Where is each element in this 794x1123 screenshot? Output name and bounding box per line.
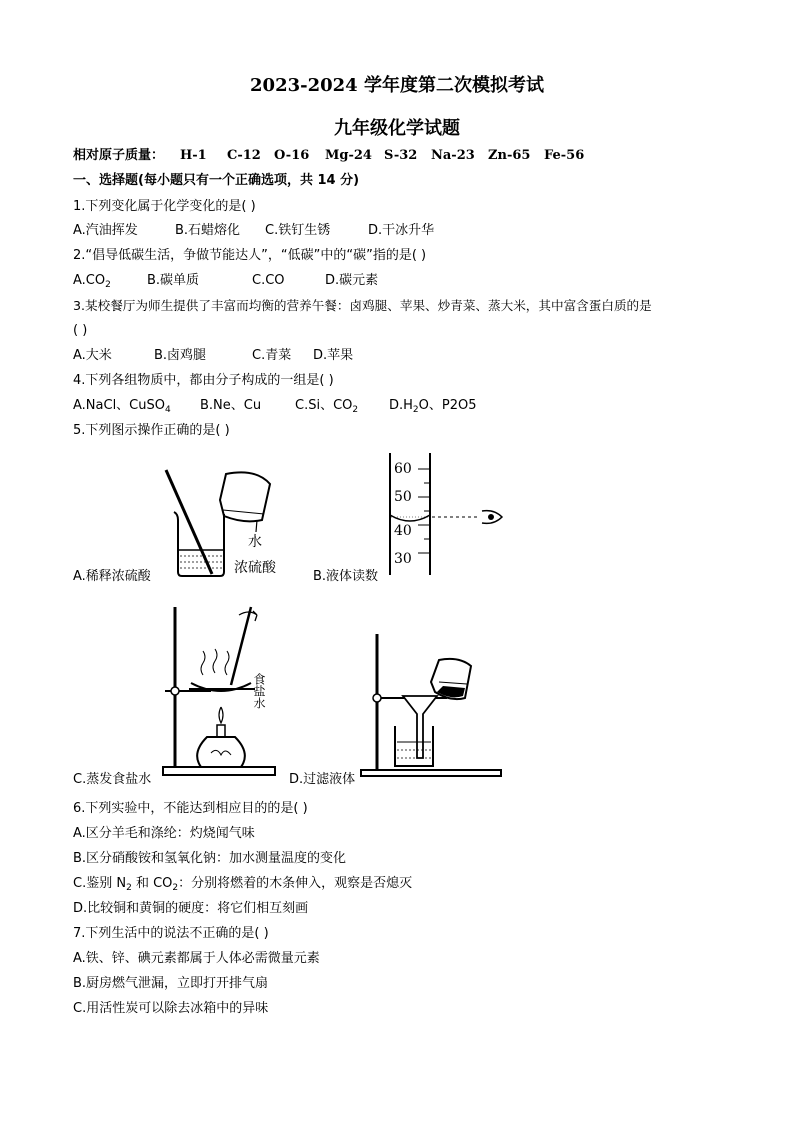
atomic-mass-na: Na-23 xyxy=(431,148,475,163)
q6-stem: 6.下列实验中，不能达到相应目的的是( ) xyxy=(73,801,308,816)
atomic-mass-label: 相对原子质量： xyxy=(73,148,165,163)
figure-filtration xyxy=(355,630,505,780)
q4-option-c: C.Si、$CO_2$ xyxy=(295,398,359,415)
q4-stem: 4.下列各组物质中，都由分子构成的一组是( ) xyxy=(73,373,334,388)
q1-option-c: C.铁钉生锈 xyxy=(265,223,331,238)
atomic-mass-fe: Fe-56 xyxy=(544,148,585,163)
q1-option-b: B.石蜡熔化 xyxy=(175,223,241,238)
q6-option-c: C.鉴别 $N_2$ 和 $CO_2$：分别将燃着的木条伸入，观察是否熄灭 xyxy=(73,876,413,893)
figure-evaporate-salt-water xyxy=(155,603,285,783)
q2-option-a: $A.CO_2$ xyxy=(73,273,111,290)
atomic-mass-h: H-1 xyxy=(180,148,207,163)
q3-option-c: C.青菜 xyxy=(252,348,292,363)
q5-stem: 5.下列图示操作正确的是( ) xyxy=(73,423,230,438)
section-heading: 一、选择题(每小题只有一个正确选项，共 14 分) xyxy=(73,173,360,188)
q3-option-d: D.苹果 xyxy=(313,348,354,363)
q3-stem-line2: ( ) xyxy=(73,323,88,338)
q5-option-b: B.液体读数 xyxy=(313,569,379,584)
q3-stem-line1: 3.某校餐厅为师生提供了丰富而均衡的营养午餐：卤鸡腿、苹果、炒青菜、蒸大米，其中富含蛋白质的是 xyxy=(73,298,652,313)
atomic-mass-c: C-12 xyxy=(227,148,261,163)
figure-a-water-label: 水 xyxy=(248,534,262,550)
cylinder-mark-40: 40 xyxy=(394,523,412,539)
atomic-mass-s: S-32 xyxy=(384,148,418,163)
cylinder-mark-60: 60 xyxy=(394,461,412,477)
cylinder-mark-50: 50 xyxy=(394,489,412,505)
q7-option-c: C.用活性炭可以除去冰箱中的异味 xyxy=(73,1001,269,1016)
q5-option-d: D.过滤液体 xyxy=(289,772,356,787)
q7-stem: 7.下列生活中的说法不正确的是( ) xyxy=(73,926,269,941)
atomic-mass-mg: Mg-24 xyxy=(325,148,372,163)
q7-option-a: A.铁、锌、碘元素都属于人体必需微量元素 xyxy=(73,951,320,966)
q7-option-b: B.厨房燃气泄漏，立即打开排气扇 xyxy=(73,976,269,991)
figure-graduated-cylinder xyxy=(360,453,520,578)
atomic-mass-zn: Zn-65 xyxy=(488,148,531,163)
atomic-mass-o: O-16 xyxy=(274,148,310,163)
q4-option-a: A.NaCl、CuSO$_4$ xyxy=(73,398,171,415)
q5-option-a: A.稀释浓硫酸 xyxy=(73,569,151,584)
q2-option-c: C.CO xyxy=(252,273,285,288)
q2-stem: 2.“倡导低碳生活，争做节能达人”，“低碳”中的“碳”指的是( ) xyxy=(73,248,427,263)
figure-a-acid-label: 浓硫酸 xyxy=(234,560,276,576)
q6-option-d: D.比较铜和黄铜的硬度：将它们相互刻画 xyxy=(73,901,309,916)
q3-option-a: A.大米 xyxy=(73,348,112,363)
q5-option-c: C.蒸发食盐水 xyxy=(73,772,152,787)
exam-subtitle: 九年级化学试题 xyxy=(334,118,460,139)
q3-option-b: B.卤鸡腿 xyxy=(154,348,207,363)
q4-option-b: B.Ne、Cu xyxy=(200,398,262,413)
exam-title: 2023-2024 学年度第二次模拟考试 xyxy=(250,75,544,96)
figure-c-label: 食盐水 xyxy=(252,673,266,709)
figure-dilute-sulfuric-acid xyxy=(160,462,295,582)
q2-option-b: B.碳单质 xyxy=(147,273,200,288)
q4-option-d: $D.H_2O$、P2O5 xyxy=(389,398,477,415)
q6-option-a: A.区分羊毛和涤纶：灼烧闻气味 xyxy=(73,826,255,841)
q2-option-d: D.碳元素 xyxy=(325,273,379,288)
cylinder-mark-30: 30 xyxy=(394,551,412,567)
q6-option-b: B.区分硝酸铵和氢氧化钠：加水测量温度的变化 xyxy=(73,851,347,866)
q1-option-d: D.干冰升华 xyxy=(368,223,435,238)
q1-option-a: A.汽油挥发 xyxy=(73,223,138,238)
q1-stem: 1.下列变化属于化学变化的是( ) xyxy=(73,199,256,214)
